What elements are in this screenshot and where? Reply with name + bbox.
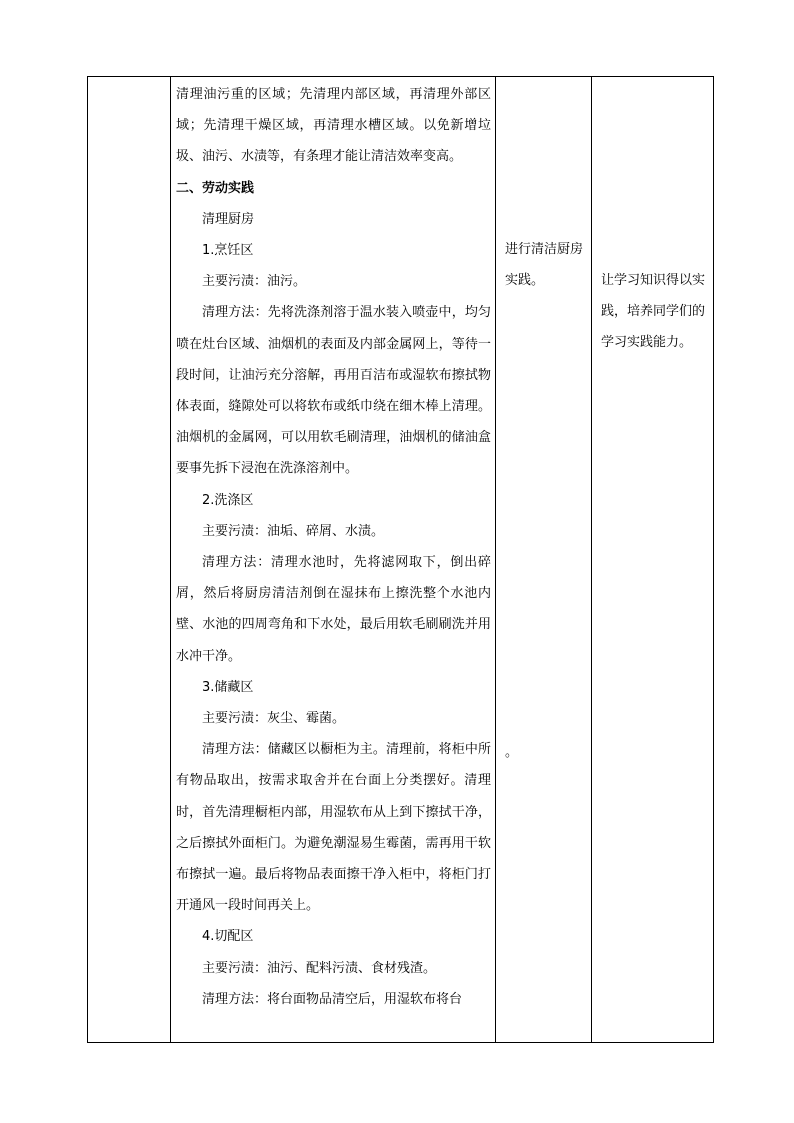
design-intent-text: 让学习知识得以实践，培养同学们的学习实践能力。 — [601, 273, 706, 350]
table-row — [88, 77, 714, 1043]
lesson-plan-table — [87, 76, 714, 1043]
teaching-content-cell — [171, 77, 496, 1043]
content-paragraph: 主要污渍：灰尘、霉菌。 — [202, 711, 346, 727]
student-activity-note: 。 — [505, 745, 519, 760]
content-paragraph: 3.储藏区 — [202, 679, 254, 695]
teaching-content — [171, 77, 495, 1015]
stage-column-cell — [88, 77, 171, 1043]
section-heading: 二、劳动实践 — [176, 180, 255, 196]
content-paragraph: 清理厨房 — [202, 211, 255, 227]
content-paragraph: 主要污渍：油污。 — [202, 274, 307, 290]
design-intent-cell — [592, 77, 714, 1043]
content-paragraph: 清理方法：先将洗涤剂溶于温水装入喷壶中，均匀喷在灶台区域、油烟机的表面及内部金属网上，等待一段时间，让油污充分溶解，再用百洁布或湿软布擦拭物体表面，缝隙处可以将软布或纸巾绕在细木棒上清理。油烟机的金属网，可以用软毛刷清理，油烟机的储油盒要事先拆下浸泡在洗涤溶剂中。 — [176, 305, 491, 477]
content-paragraph: 清理方法：储藏区以橱柜为主。清理前，将柜中所有物品取出，按需求取舍并在台面上分类摆好。清理时，首先清理橱柜内部，用湿软布从上到下擦拭干净，之后擦拭外面柜门。为避免潮湿易生霉菌，需再用干软布擦拭一遍。最后将物品表面擦干净入柜中，将柜门打开通风一段时间再关上。 — [176, 742, 491, 914]
content-paragraph: 4.切配区 — [202, 929, 254, 945]
content-paragraph: 清理油污重的区域；先清理内部区域，再清理外部区域；先清理干燥区域，再清理水槽区域。以免新增垃圾、油污、水渍等，有条理才能让清洁效率变高。 — [176, 87, 491, 165]
student-activity-text: 进行清洁厨房实践。 — [505, 242, 584, 288]
content-paragraph: 清理方法：清理水池时，先将滤网取下，倒出碎屑，然后将厨房清洁剂倒在湿抹布上擦洗整个水池内壁、水池的四周弯角和下水处，最后用软毛刷刷洗并用水冲干净。 — [176, 555, 491, 664]
content-paragraph: 清理方法：将台面物品清空后，用湿软布将台 — [202, 991, 463, 1007]
content-paragraph: 主要污渍：油垢、碎屑、水渍。 — [202, 523, 385, 539]
content-paragraph: 2.洗涤区 — [202, 492, 254, 508]
student-activity-cell — [496, 77, 592, 1043]
content-paragraph: 1.烹饪区 — [202, 243, 254, 259]
content-paragraph: 主要污渍：油污、配料污渍、食材残渣。 — [202, 960, 437, 976]
